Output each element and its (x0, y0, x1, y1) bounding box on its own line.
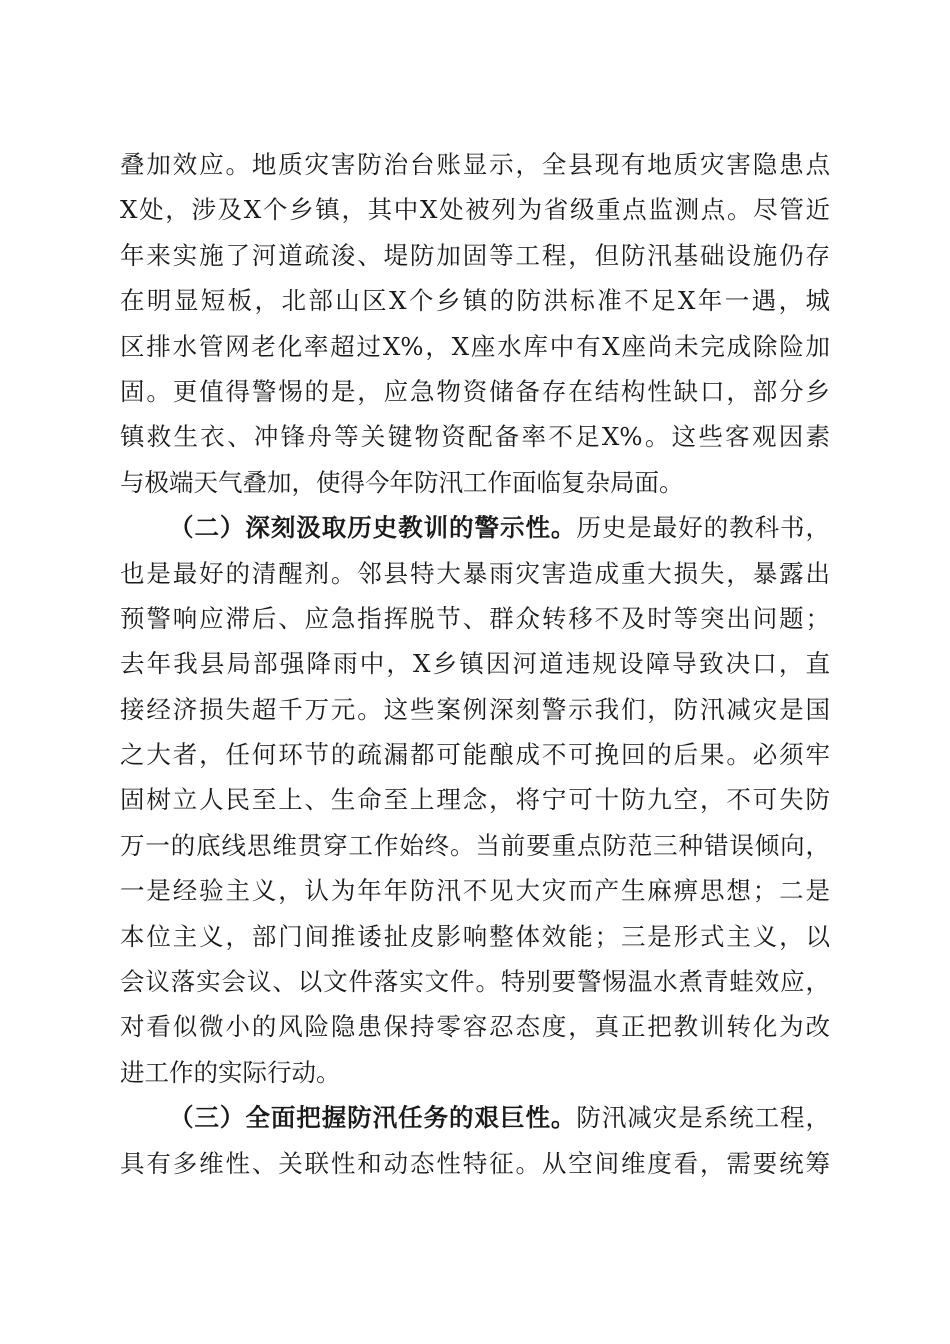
text-line: 镇救生衣、冲锋舟等关键物资配备率不足X%。这些客观因素 (120, 422, 830, 452)
text-line: 具有多维性、关联性和动态性特征。从空间维度看，需要统筹 (120, 1148, 830, 1178)
text-line: 去年我县局部强降雨中，X乡镇因河道违规设障导致决口，直 (120, 649, 830, 679)
text-line: 区排水管网老化率超过X%，X座水库中有X座尚未完成除险加 (120, 331, 830, 361)
text-line: 接经济损失超千万元。这些案例深刻警示我们，防汛减灾是国 (120, 694, 830, 724)
text-line: 对看似微小的风险隐患保持零容忍态度，真正把教训转化为改 (120, 1012, 830, 1042)
text-line: 本位主义，部门间推诿扯皮影响整体效能；三是形式主义，以 (120, 921, 830, 951)
text-line: 叠加效应。地质灾害防治台账显示，全县现有地质灾害隐患点 (120, 150, 830, 179)
text-line: 会议落实会议、以文件落实文件。特别要警惕温水煮青蛙效应， (120, 967, 830, 997)
document-body (120, 142, 830, 1186)
paragraph-first-line (120, 1095, 830, 1140)
paragraph-first-line (120, 505, 830, 550)
text-run: 历史是最好的教科书， (576, 513, 830, 543)
text-line: 也是最好的清醒剂。邻县特大暴雨灾害造成重大损失，暴露出 (120, 558, 830, 588)
text-run: 防汛减灾是系统工程， (576, 1103, 830, 1133)
text-line: 在明显短板，北部山区X个乡镇的防洪标准不足X年一遇，城 (120, 286, 830, 316)
text-line: 与极端天气叠加，使得今年防汛工作面临复杂局面。 (120, 467, 684, 497)
section-heading-2: （二）深刻汲取历史教训的警示性。 (169, 513, 577, 543)
text-line: 年来实施了河道疏浚、堤防加固等工程，但防汛基础设施仍存 (120, 240, 830, 270)
text-line: 一是经验主义，认为年年防汛不见大灾而产生麻痹思想；二是 (120, 876, 830, 906)
text-line: 之大者，任何环节的疏漏都可能酿成不可挽回的后果。必须牢 (120, 740, 830, 770)
text-line: X处，涉及X个乡镇，其中X处被列为省级重点监测点。尽管近 (120, 195, 830, 225)
text-line: 固。更值得警惕的是，应急物资储备存在结构性缺口，部分乡 (120, 376, 830, 406)
section-heading-3: （三）全面把握防汛任务的艰巨性。 (169, 1103, 577, 1133)
paragraph-3 (120, 1095, 830, 1186)
paragraph-1 (120, 142, 830, 505)
text-line: 固树立人民至上、生命至上理念，将宁可十防九空，不可失防 (120, 785, 830, 815)
paragraph-2 (120, 505, 830, 1095)
text-line: 预警响应滞后、应急指挥脱节、群众转移不及时等突出问题； (120, 603, 830, 633)
text-line: 万一的底线思维贯穿工作始终。当前要重点防范三种错误倾向， (120, 830, 830, 860)
text-line: 进工作的实际行动。 (120, 1057, 341, 1087)
